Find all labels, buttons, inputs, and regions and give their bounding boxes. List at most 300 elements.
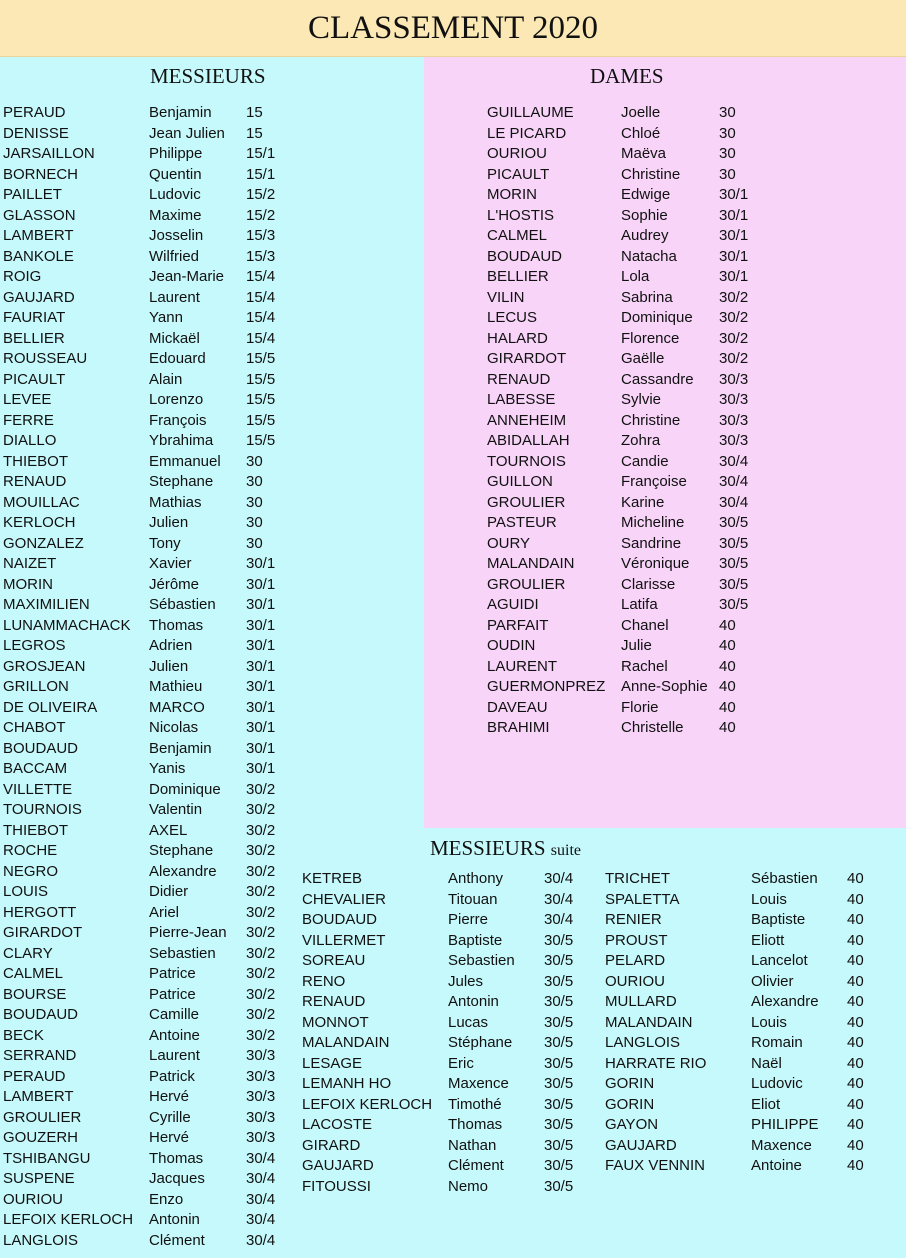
ranking: 30/5 <box>544 972 574 990</box>
first-name: Maxence <box>448 1075 509 1092</box>
first-name: Stephane <box>149 473 214 490</box>
messieurs-row <box>3 636 293 657</box>
dames-row <box>487 390 777 411</box>
first-name: Julien <box>149 514 189 531</box>
first-name: PHILIPPE <box>751 1116 819 1133</box>
messieurs-suite-row <box>605 972 895 993</box>
messieurs-row <box>3 165 293 186</box>
dames-row <box>487 288 777 309</box>
dames-row <box>487 472 777 493</box>
first-name: Nathan <box>448 1136 497 1154</box>
ranking: 30/1 <box>246 657 276 675</box>
last-name: FAUX VENNIN <box>605 1157 706 1174</box>
ranking: 30/5 <box>544 1095 574 1113</box>
dames-row <box>487 124 777 145</box>
last-name: GROULIER <box>3 1108 82 1126</box>
ranking: 30/2 <box>246 924 276 941</box>
last-name: GAUJARD <box>605 1136 677 1154</box>
last-name: BRAHIMI <box>487 719 550 736</box>
ranking: 40 <box>847 890 864 908</box>
ranking: 30/2 <box>246 842 276 859</box>
ranking: 30/3 <box>246 1047 276 1064</box>
first-name: Micheline <box>621 514 685 531</box>
first-name: Patrice <box>149 985 196 1003</box>
first-name: Stéphane <box>448 1034 513 1051</box>
last-name: LEVEE <box>3 391 52 408</box>
messieurs-row <box>3 1108 293 1129</box>
messieurs-suite-heading-suite: suite <box>550 842 581 859</box>
first-name: Stephane <box>149 842 214 859</box>
last-name: MORIN <box>3 575 53 593</box>
ranking: 30/5 <box>544 1075 574 1092</box>
ranking: 15/4 <box>246 288 276 306</box>
messieurs-row <box>3 534 293 555</box>
last-name: NEGRO <box>3 862 59 880</box>
first-name: Mathieu <box>149 678 203 695</box>
messieurs-suite-row <box>302 890 592 911</box>
messieurs-row <box>3 944 293 965</box>
first-name: Edouard <box>149 350 206 367</box>
ranking: 15/1 <box>246 145 276 162</box>
last-name: PERAUD <box>3 1067 66 1085</box>
ranking: 30/4 <box>544 890 574 908</box>
first-name: Chloé <box>621 124 661 142</box>
ranking: 30/4 <box>246 1170 276 1187</box>
last-name: THIEBOT <box>3 452 69 470</box>
first-name: Eric <box>448 1054 474 1072</box>
messieurs-row <box>3 800 293 821</box>
last-name: VILLETTE <box>3 780 73 798</box>
first-name: Jean Julien <box>149 124 225 142</box>
messieurs-row <box>3 780 293 801</box>
last-name: PASTEUR <box>487 514 557 531</box>
messieurs-suite-row <box>302 910 592 931</box>
ranking: 40 <box>719 657 736 675</box>
ranking: 30/4 <box>719 473 749 490</box>
ranking: 30/1 <box>246 616 276 634</box>
first-name: Cassandre <box>621 370 694 388</box>
last-name: GAYON <box>605 1116 659 1133</box>
last-name: BACCAM <box>3 760 68 777</box>
dames-row <box>487 144 777 165</box>
first-name: Julie <box>621 637 652 654</box>
last-name: LOUIS <box>3 883 49 900</box>
ranking: 30/5 <box>719 596 749 613</box>
messieurs-row <box>3 1026 293 1047</box>
last-name: LAURENT <box>487 657 558 675</box>
messieurs-row <box>3 821 293 842</box>
messieurs-row <box>3 554 293 575</box>
ranking: 30/2 <box>246 1026 276 1044</box>
ranking: 40 <box>847 1157 864 1174</box>
last-name: GONZALEZ <box>3 534 84 552</box>
first-name: François <box>149 411 207 429</box>
first-name: Françoise <box>621 473 687 490</box>
ranking: 40 <box>719 637 736 654</box>
last-name: BELLIER <box>3 329 65 347</box>
first-name: Sebastien <box>149 944 216 962</box>
last-name: PAILLET <box>3 186 62 203</box>
dames-row <box>487 206 777 227</box>
first-name: Alexandre <box>751 993 819 1010</box>
first-name: Clément <box>448 1157 504 1174</box>
first-name: Clarisse <box>621 575 676 593</box>
last-name: SUSPENE <box>3 1170 75 1187</box>
ranking: 40 <box>847 1013 864 1031</box>
messieurs-suite-row <box>302 1033 592 1054</box>
last-name: BOUDAUD <box>3 1006 79 1023</box>
last-name: MULLARD <box>605 993 677 1010</box>
last-name: OUDIN <box>487 637 536 654</box>
last-name: LEFOIX KERLOCH <box>3 1211 134 1228</box>
first-name: Edwige <box>621 186 671 203</box>
first-name: Timothé <box>448 1095 502 1113</box>
ranking: 40 <box>719 616 736 634</box>
last-name: GROULIER <box>487 575 566 593</box>
ranking: 30/2 <box>246 985 276 1003</box>
ranking: 30/1 <box>246 637 276 654</box>
first-name: Lorenzo <box>149 391 204 408</box>
messieurs-row <box>3 1128 293 1149</box>
first-name: Hervé <box>149 1129 190 1146</box>
ranking: 15/5 <box>246 411 276 429</box>
ranking: 30/1 <box>246 596 276 613</box>
first-name: Zohra <box>621 432 661 449</box>
last-name: GAUJARD <box>3 288 75 306</box>
ranking: 30/3 <box>246 1067 276 1085</box>
last-name: MOUILLAC <box>3 493 80 511</box>
messieurs-suite-row <box>605 910 895 931</box>
first-name: Christelle <box>621 719 684 736</box>
ranking: 30 <box>719 104 736 121</box>
messieurs-suite-heading <box>430 836 581 861</box>
first-name: Lola <box>621 268 650 285</box>
messieurs-suite-row <box>605 951 895 972</box>
first-name: Benjamin <box>149 104 212 121</box>
first-name: Baptiste <box>448 931 503 949</box>
page-title: CLASSEMENT 2020 <box>307 10 598 46</box>
ranking: 30/2 <box>246 801 276 818</box>
ranking: 30 <box>246 534 263 552</box>
last-name: KETREB <box>302 870 363 887</box>
ranking: 30/4 <box>246 1149 276 1167</box>
ranking: 30/3 <box>719 391 749 408</box>
first-name: Adrien <box>149 637 193 654</box>
last-name: LAMBERT <box>3 1088 74 1105</box>
first-name: Dominique <box>149 780 221 798</box>
first-name: Alain <box>149 370 183 388</box>
ranking: 30 <box>719 145 736 162</box>
first-name: Christine <box>621 165 681 183</box>
ranking: 30/5 <box>719 575 749 593</box>
ranking: 30/4 <box>719 493 749 511</box>
dames-row <box>487 534 777 555</box>
ranking: 30/5 <box>544 952 574 969</box>
messieurs-row <box>3 1190 293 1211</box>
last-name: TOURNOIS <box>487 452 566 470</box>
last-name: PICAULT <box>3 370 66 388</box>
last-name: PARFAIT <box>487 616 549 634</box>
last-name: RENAUD <box>302 993 366 1010</box>
last-name: BOUDAUD <box>302 911 378 928</box>
messieurs-suite-row <box>605 1013 895 1034</box>
ranking: 30/2 <box>246 1006 276 1023</box>
first-name: Pierre <box>448 911 489 928</box>
ranking: 30/5 <box>544 1157 574 1174</box>
last-name: LESAGE <box>302 1054 363 1072</box>
last-name: ROUSSEAU <box>3 350 88 367</box>
first-name: Mickaël <box>149 329 200 347</box>
first-name: Yann <box>149 309 183 326</box>
dames-row <box>487 616 777 637</box>
messieurs-row <box>3 288 293 309</box>
last-name: MALANDAIN <box>605 1013 693 1031</box>
messieurs-row <box>3 1067 293 1088</box>
ranking: 30 <box>246 514 263 531</box>
first-name: AXEL <box>149 821 188 839</box>
dames-row <box>487 247 777 268</box>
first-name: Antoine <box>751 1157 802 1174</box>
last-name: ROCHE <box>3 842 58 859</box>
first-name: Philippe <box>149 145 203 162</box>
messieurs-row <box>3 882 293 903</box>
last-name: RENAUD <box>487 370 551 388</box>
last-name: SOREAU <box>302 952 366 969</box>
last-name: MAXIMILIEN <box>3 596 90 613</box>
last-name: ABIDALLAH <box>487 432 570 449</box>
messieurs-row <box>3 1046 293 1067</box>
last-name: ANNEHEIM <box>487 411 567 429</box>
messieurs-row <box>3 411 293 432</box>
last-name: LANGLOIS <box>3 1231 79 1249</box>
first-name: Xavier <box>149 555 192 572</box>
last-name: LANGLOIS <box>605 1034 681 1051</box>
ranking: 15 <box>246 104 263 121</box>
last-name: PELARD <box>605 952 666 969</box>
first-name: Camille <box>149 1006 200 1023</box>
first-name: Eliott <box>751 931 785 949</box>
messieurs-row <box>3 862 293 883</box>
last-name: RENAUD <box>3 473 67 490</box>
messieurs-row <box>3 493 293 514</box>
first-name: Jean-Marie <box>149 268 225 285</box>
dames-row <box>487 698 777 719</box>
messieurs-row <box>3 1005 293 1026</box>
first-name: Antonin <box>149 1211 200 1228</box>
last-name: BOUDAUD <box>487 247 563 265</box>
ranking: 30/1 <box>719 227 749 244</box>
first-name: Nemo <box>448 1177 489 1195</box>
ranking: 30 <box>719 124 736 142</box>
dames-row <box>487 349 777 370</box>
last-name: LAMBERT <box>3 227 74 244</box>
ranking: 30/1 <box>246 719 276 736</box>
ranking: 30/3 <box>719 432 749 449</box>
dames-row <box>487 103 777 124</box>
messieurs-row <box>3 390 293 411</box>
last-name: FERRE <box>3 411 54 429</box>
dames-row <box>487 554 777 575</box>
messieurs-suite-row <box>302 1095 592 1116</box>
messieurs-suite-row <box>605 1095 895 1116</box>
messieurs-row <box>3 472 293 493</box>
dames-row <box>487 329 777 350</box>
first-name: Naël <box>751 1054 782 1072</box>
messieurs-row <box>3 431 293 452</box>
ranking: 30/2 <box>719 329 749 347</box>
dames-row <box>487 677 777 698</box>
ranking: 40 <box>847 993 864 1010</box>
first-name: Florie <box>621 698 659 716</box>
first-name: Gaëlle <box>621 350 665 367</box>
last-name: LE PICARD <box>487 124 567 142</box>
first-name: Sophie <box>621 206 668 224</box>
first-name: Natacha <box>621 247 677 265</box>
messieurs-row <box>3 329 293 350</box>
ranking: 30/4 <box>246 1211 276 1228</box>
ranking: 30/5 <box>719 514 749 531</box>
first-name: Pierre-Jean <box>149 924 227 941</box>
ranking: 30/5 <box>544 931 574 949</box>
ranking: 30/2 <box>246 944 276 962</box>
last-name: GORIN <box>605 1075 655 1092</box>
first-name: Ariel <box>149 903 180 921</box>
first-name: Thomas <box>149 1149 204 1167</box>
ranking: 30/4 <box>544 870 574 887</box>
last-name: PROUST <box>605 931 668 949</box>
title-bar <box>0 0 906 57</box>
messieurs-row <box>3 759 293 780</box>
ranking: 30/1 <box>719 206 749 224</box>
last-name: CLARY <box>3 944 53 962</box>
ranking: 30/3 <box>246 1088 276 1105</box>
last-name: GUILLON <box>487 473 553 490</box>
last-name: PICAULT <box>487 165 550 183</box>
ranking: 40 <box>847 870 864 887</box>
dames-row <box>487 370 777 391</box>
first-name: Patrice <box>149 965 196 982</box>
dames-row <box>487 636 777 657</box>
messieurs-suite-row <box>605 1156 895 1177</box>
last-name: HARRATE RIO <box>605 1054 707 1072</box>
ranking: 30 <box>719 165 736 183</box>
first-name: Rachel <box>621 657 668 675</box>
last-name: NAIZET <box>3 555 57 572</box>
messieurs-row <box>3 923 293 944</box>
ranking: 40 <box>847 931 864 949</box>
first-name: Candie <box>621 452 669 470</box>
messieurs-suite-row <box>605 869 895 890</box>
messieurs-suite-row <box>302 1074 592 1095</box>
first-name: Sylvie <box>621 391 662 408</box>
ranking: 30/1 <box>246 760 276 777</box>
first-name: Karine <box>621 493 665 511</box>
ranking: 15/5 <box>246 391 276 408</box>
first-name: Anthony <box>448 870 504 887</box>
last-name: SERRAND <box>3 1047 77 1064</box>
first-name: Florence <box>621 329 680 347</box>
ranking: 30/5 <box>544 1116 574 1133</box>
ranking: 15 <box>246 124 263 142</box>
last-name: FAURIAT <box>3 309 66 326</box>
first-name: Quentin <box>149 165 202 183</box>
first-name: Sabrina <box>621 288 673 306</box>
last-name: RENO <box>302 972 346 990</box>
last-name: ROIG <box>3 268 42 285</box>
first-name: Clément <box>149 1231 205 1249</box>
last-name: VILLERMET <box>302 931 386 949</box>
first-name: Christine <box>621 411 681 429</box>
messieurs-row <box>3 308 293 329</box>
dames-row <box>487 493 777 514</box>
last-name: LEMANH HO <box>302 1075 392 1092</box>
dames-row <box>487 431 777 452</box>
dames-row <box>487 513 777 534</box>
ranking: 30/2 <box>246 862 276 880</box>
messieurs-row <box>3 247 293 268</box>
messieurs-row <box>3 677 293 698</box>
ranking: 30/4 <box>246 1231 276 1249</box>
ranking: 30/4 <box>719 452 749 470</box>
messieurs-row <box>3 657 293 678</box>
messieurs-suite-list-a <box>302 869 592 1197</box>
ranking: 15/4 <box>246 268 276 285</box>
ranking: 30/2 <box>246 821 276 839</box>
ranking: 30/5 <box>544 1177 574 1195</box>
first-name: Lancelot <box>751 952 808 969</box>
ranking: 40 <box>847 911 864 928</box>
messieurs-row <box>3 103 293 124</box>
messieurs-suite-row <box>605 1054 895 1075</box>
last-name: MALANDAIN <box>302 1034 390 1051</box>
dames-heading: DAMES <box>590 64 664 88</box>
messieurs-suite-row <box>302 1156 592 1177</box>
last-name: HERGOTT <box>3 903 77 921</box>
last-name: GUILLAUME <box>487 104 574 121</box>
messieurs-row <box>3 698 293 719</box>
last-name: OURIOU <box>3 1190 63 1208</box>
first-name: Dominique <box>621 309 693 326</box>
last-name: GAUJARD <box>302 1157 374 1174</box>
dames-row <box>487 452 777 473</box>
first-name: Benjamin <box>149 739 212 757</box>
messieurs-row <box>3 718 293 739</box>
messieurs-suite-row <box>605 992 895 1013</box>
first-name: Josselin <box>149 227 204 244</box>
first-name: Joelle <box>621 104 661 121</box>
last-name: MALANDAIN <box>487 555 575 572</box>
messieurs-row <box>3 267 293 288</box>
messieurs-row <box>3 513 293 534</box>
ranking: 40 <box>847 1095 864 1113</box>
first-name: Antoine <box>149 1026 200 1044</box>
ranking: 30/5 <box>544 993 574 1010</box>
ranking: 30/1 <box>246 678 276 695</box>
last-name: LEFOIX KERLOCH <box>302 1095 433 1113</box>
messieurs-row <box>3 1210 293 1231</box>
ranking: 30/2 <box>719 350 749 367</box>
ranking: 30/5 <box>719 555 749 572</box>
last-name: LEGROS <box>3 637 66 654</box>
ranking: 40 <box>847 1075 864 1092</box>
messieurs-suite-row <box>302 951 592 972</box>
ranking: 30/2 <box>246 903 276 921</box>
last-name: LACOSTE <box>302 1116 373 1133</box>
ranking: 15/4 <box>246 329 276 347</box>
messieurs-suite-row <box>302 931 592 952</box>
first-name: Maxime <box>149 206 202 224</box>
ranking: 30/1 <box>246 575 276 593</box>
